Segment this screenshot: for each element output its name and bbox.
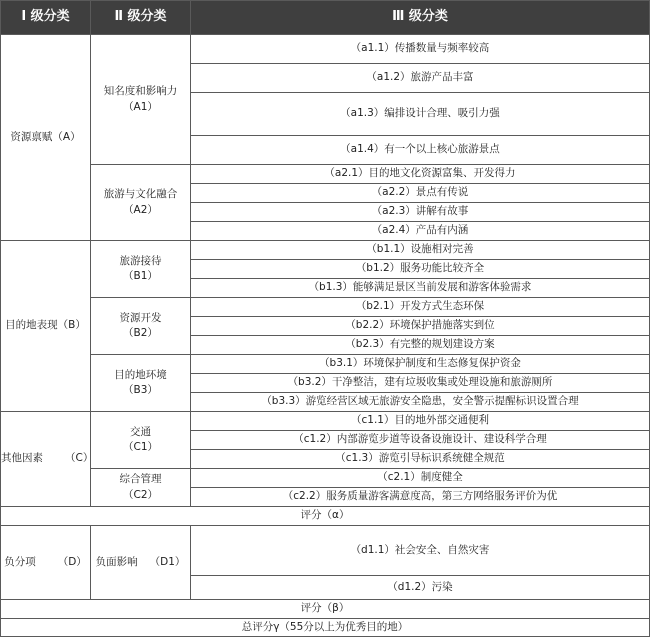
- item-a2-2: （a2.2）景点有传说: [191, 184, 650, 203]
- score-beta: 评分（β）: [1, 600, 650, 619]
- category-c1: [91, 412, 191, 469]
- category-d: [1, 526, 91, 600]
- category-c2-name: 综合管理: [119, 473, 162, 486]
- item-a2-3: （a2.3）讲解有故事: [191, 203, 650, 222]
- header-level2: Ⅱ 级分类: [91, 1, 191, 35]
- item-c1-3: （c1.3）游览引导标识系统健全规范: [191, 450, 650, 469]
- category-b1-code: （B1）: [123, 270, 158, 282]
- score-alpha: 评分（α）: [1, 507, 650, 526]
- item-b3-1: （b3.1）环境保护制度和生态修复保护资金: [191, 355, 650, 374]
- category-b2: [91, 298, 191, 355]
- item-b1-1: （b1.1）设施相对完善: [191, 241, 650, 260]
- category-b3-code: （B3）: [123, 384, 158, 396]
- item-b2-2: （b2.2）环境保护措施落实到位: [191, 317, 650, 336]
- header-row: [1, 1, 650, 35]
- category-b1: [91, 241, 191, 298]
- table-row: [1, 355, 650, 374]
- category-a1: [91, 35, 191, 165]
- category-d1: [91, 526, 191, 600]
- category-b2-name: 资源开发: [119, 311, 162, 324]
- category-c1-name: 交通: [130, 425, 151, 438]
- category-b: 目的地表现（B）: [1, 241, 91, 412]
- table-row: [1, 619, 650, 637]
- table-row: [1, 165, 650, 184]
- item-d1-1: （d1.1）社会安全、自然灾害: [191, 526, 650, 576]
- item-c1-1: （c1.1）目的地外部交通便利: [191, 412, 650, 431]
- item-a1-3: （a1.3）编排设计合理、吸引力强: [191, 93, 650, 136]
- category-b3-name: 目的地环境: [114, 368, 167, 381]
- item-b1-2: （b1.2）服务功能比较齐全: [191, 260, 650, 279]
- item-c2-2: （c2.2）服务质量游客满意度高，第三方网络服务评价为优: [191, 488, 650, 507]
- category-a: 资源禀赋（A）: [1, 35, 91, 241]
- item-a2-1: （a2.1）目的地文化资源富集、开发得力: [191, 165, 650, 184]
- header-level1: Ⅰ 级分类: [1, 1, 91, 35]
- item-b2-3: （b2.3）有完整的规划建设方案: [191, 336, 650, 355]
- category-b1-name: 旅游接待: [119, 254, 162, 267]
- table-row: [1, 241, 650, 260]
- category-a2-name: 旅游与文化融合: [103, 188, 178, 201]
- category-c1-code: （C1）: [122, 441, 158, 453]
- category-d1-code: （D1）: [149, 555, 186, 568]
- category-a2: [91, 165, 191, 241]
- category-c-code: （C）: [65, 452, 94, 465]
- table-row: [1, 298, 650, 317]
- category-b3: [91, 355, 191, 412]
- table-row: [1, 412, 650, 431]
- item-a1-4: （a1.4）有一个以上核心旅游景点: [191, 136, 650, 165]
- table-row: [1, 600, 650, 619]
- header-level3: Ⅲ 级分类: [191, 1, 650, 35]
- item-c1-2: （c1.2）内部游览步道等设备设施设计、建设科学合理: [191, 431, 650, 450]
- category-a1-code: （A1）: [123, 100, 158, 113]
- table-row: [1, 469, 650, 488]
- table-row: [1, 526, 650, 576]
- item-b3-3: （b3.3）游览经营区域无旅游安全隐患，安全警示提醒标识设置合理: [191, 393, 650, 412]
- table-row: [1, 507, 650, 526]
- category-a1-name: 知名度和影响力: [103, 85, 178, 98]
- item-a1-1: （a1.1）传播数量与频率较高: [191, 35, 650, 64]
- category-d-name: 负分项: [4, 555, 36, 568]
- item-d1-2: （d1.2）污染: [191, 576, 650, 600]
- table-row: [1, 35, 650, 64]
- category-c-name: 其他因素: [1, 452, 43, 465]
- category-b2-code: （B2）: [123, 327, 158, 339]
- item-a1-2: （a1.2）旅游产品丰富: [191, 64, 650, 93]
- category-c: [1, 412, 94, 507]
- category-c2: [91, 469, 191, 507]
- item-b1-3: （b1.3）能够满足景区当前发展和游客体验需求: [191, 279, 650, 298]
- item-a2-4: （a2.4）产品有内涵: [191, 222, 650, 241]
- category-a2-code: （A2）: [123, 203, 158, 216]
- score-total: 总评分γ（55分以上为优秀目的地）: [1, 619, 650, 637]
- category-c2-code: （C2）: [122, 488, 158, 501]
- category-d1-name: 负面影响: [95, 555, 138, 568]
- item-b3-2: （b3.2）干净整洁，建有垃圾收集或处理设施和旅游厕所: [191, 374, 650, 393]
- item-b2-1: （b2.1）开发方式生态环保: [191, 298, 650, 317]
- item-c2-1: （c2.1）制度健全: [191, 469, 650, 488]
- category-d-code: （D）: [57, 555, 87, 568]
